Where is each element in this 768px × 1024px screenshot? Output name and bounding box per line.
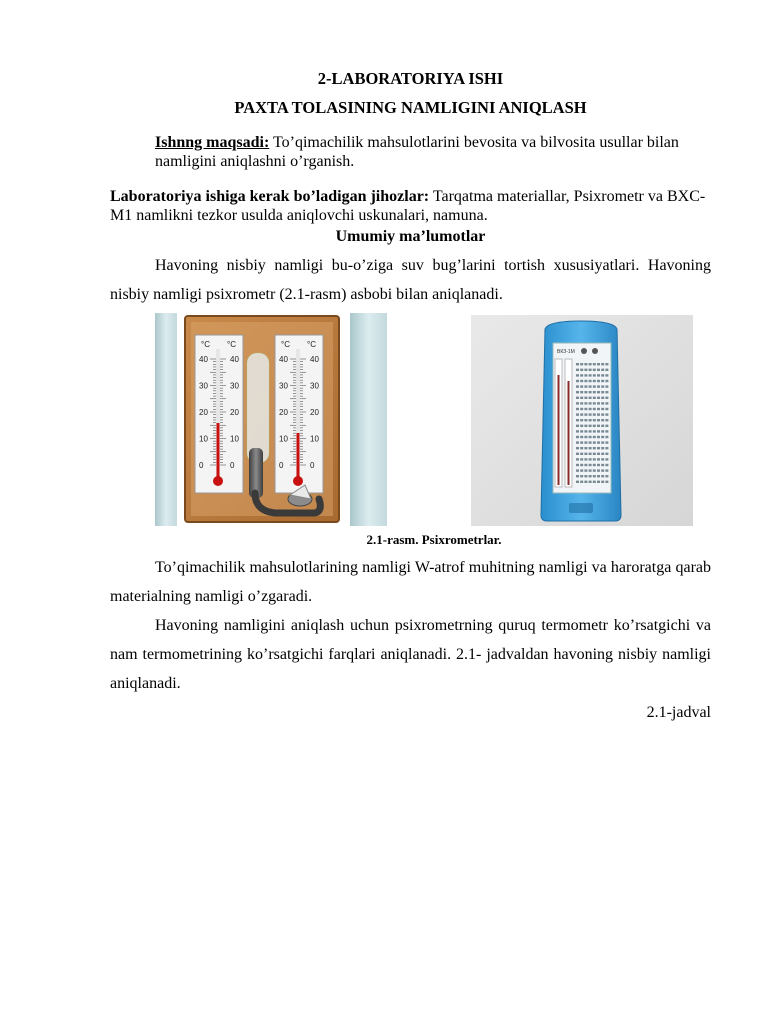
lookup-cell — [605, 408, 608, 410]
device-brand-label: ВКЗ-1М — [557, 349, 575, 355]
lookup-cell — [576, 447, 579, 449]
paragraph-humidity-definition: Havoning nisbiy namligi bu-o’ziga suv bug’larini tortish xususiyatlari. Havoning nisbiy namligi psixrometr (2.1-rasm) asbobi bilan aniqlanadi. — [110, 257, 711, 303]
equipment-paragraph — [110, 187, 711, 225]
lookup-cell — [593, 391, 596, 393]
lookup-cell — [584, 469, 587, 471]
hygrometer-device-image — [471, 315, 693, 526]
lookup-cell — [601, 363, 604, 365]
lookup-cell — [601, 475, 604, 477]
lookup-cell — [584, 425, 587, 427]
lookup-cell — [597, 464, 600, 466]
unit-label: °C — [227, 340, 236, 349]
scale-tick-label: 0 — [279, 461, 284, 470]
lookup-cell — [593, 363, 596, 365]
lookup-cell — [584, 413, 587, 415]
lookup-cell — [597, 419, 600, 421]
lookup-cell — [597, 447, 600, 449]
lookup-cell — [589, 380, 592, 382]
lookup-cell — [576, 436, 579, 438]
knob-icon — [581, 348, 587, 354]
lookup-cell — [589, 391, 592, 393]
lookup-cell — [576, 402, 579, 404]
lookup-cell — [593, 374, 596, 376]
lookup-cell — [584, 391, 587, 393]
lookup-cell — [593, 402, 596, 404]
lookup-cell — [589, 408, 592, 410]
lookup-cell — [576, 385, 579, 387]
scale-tick-label: 30 — [199, 381, 208, 391]
lookup-cell — [601, 369, 604, 371]
lookup-cell — [593, 380, 596, 382]
lookup-cell — [580, 369, 583, 371]
lookup-cell — [584, 380, 587, 382]
lookup-cell — [576, 397, 579, 399]
lookup-cell — [589, 453, 592, 455]
unit-label: °C — [307, 340, 316, 349]
lookup-cell — [605, 369, 608, 371]
lookup-cell — [589, 425, 592, 427]
lookup-cell — [597, 363, 600, 365]
lookup-cell — [605, 469, 608, 471]
lookup-cell — [601, 425, 604, 427]
lookup-cell — [605, 402, 608, 404]
lookup-cell — [597, 385, 600, 387]
lookup-cell — [576, 458, 579, 460]
lookup-cell — [605, 441, 608, 443]
lookup-cell — [601, 458, 604, 460]
lookup-cell — [584, 453, 587, 455]
lookup-cell — [584, 374, 587, 376]
lookup-cell — [584, 441, 587, 443]
scale-tick-label: 40 — [310, 355, 319, 364]
lookup-cell — [580, 374, 583, 376]
lookup-cell — [605, 425, 608, 427]
lookup-cell — [597, 430, 600, 432]
glass-panel-right — [350, 313, 387, 526]
water-reservoir — [569, 503, 593, 513]
lookup-cell — [576, 425, 579, 427]
lookup-cell — [580, 481, 583, 483]
thermometer-bulb — [213, 476, 223, 486]
lookup-cell — [580, 419, 583, 421]
lookup-cell — [589, 402, 592, 404]
lookup-cell — [605, 419, 608, 421]
lookup-cell — [601, 413, 604, 415]
lookup-cell — [597, 374, 600, 376]
lookup-cell — [605, 436, 608, 438]
lookup-cell — [576, 441, 579, 443]
mercury-column — [297, 433, 300, 478]
lookup-cell — [593, 397, 596, 399]
lookup-cell — [580, 425, 583, 427]
lookup-cell — [576, 413, 579, 415]
scale-tick-label: 20 — [230, 408, 239, 417]
lookup-cell — [584, 481, 587, 483]
lookup-cell — [601, 436, 604, 438]
lookup-cell — [576, 374, 579, 376]
lookup-cell — [580, 430, 583, 432]
lookup-cell — [597, 458, 600, 460]
lookup-cell — [589, 397, 592, 399]
lookup-cell — [593, 369, 596, 371]
thermometer-bulb — [293, 476, 303, 486]
lookup-cell — [597, 425, 600, 427]
lookup-cell — [601, 464, 604, 466]
scale-tick-label: 10 — [230, 434, 239, 444]
goal-paragraph — [155, 133, 711, 171]
lookup-cell — [605, 464, 608, 466]
lookup-cell — [584, 458, 587, 460]
scale-tick-label: 0 — [199, 461, 204, 470]
lookup-cell — [593, 464, 596, 466]
lookup-cell — [601, 453, 604, 455]
mercury-column — [217, 423, 220, 478]
lookup-cell — [605, 391, 608, 393]
lookup-cell — [593, 430, 596, 432]
scale-tick-label: 20 — [279, 408, 288, 417]
scale-tick-label: 0 — [230, 461, 235, 470]
lookup-cell — [601, 374, 604, 376]
lookup-cell — [593, 469, 596, 471]
lookup-cell — [589, 369, 592, 371]
scale-tick-label: 30 — [279, 381, 288, 391]
unit-label: °C — [281, 340, 290, 349]
lookup-cell — [580, 363, 583, 365]
lookup-cell — [601, 385, 604, 387]
lookup-cell — [597, 369, 600, 371]
lookup-cell — [597, 380, 600, 382]
lookup-cell — [584, 430, 587, 432]
lookup-cell — [576, 419, 579, 421]
lookup-cell — [584, 419, 587, 421]
lookup-cell — [576, 453, 579, 455]
scale-tick-label: 30 — [310, 381, 319, 391]
lookup-cell — [605, 458, 608, 460]
knob-icon — [592, 348, 598, 354]
lookup-cell — [576, 391, 579, 393]
lookup-cell — [601, 397, 604, 399]
lookup-cell — [580, 453, 583, 455]
lookup-cell — [605, 447, 608, 449]
scale-tick-label: 20 — [199, 408, 208, 417]
lookup-cell — [589, 436, 592, 438]
lookup-cell — [584, 447, 587, 449]
figure-caption: 2.1-rasm. Psixrometrlar. — [366, 532, 502, 547]
lookup-cell — [584, 369, 587, 371]
lookup-cell — [605, 385, 608, 387]
unit-label: °C — [201, 340, 210, 349]
lookup-cell — [589, 385, 592, 387]
lookup-cell — [589, 447, 592, 449]
lookup-cell — [584, 436, 587, 438]
lookup-cell — [601, 430, 604, 432]
equipment-label: Laboratoriya ishiga kerak bo’ladigan jihozlar: — [110, 188, 430, 205]
lookup-cell — [576, 481, 579, 483]
section-heading: Umumiy ma’lumotlar — [335, 228, 486, 245]
lookup-cell — [580, 385, 583, 387]
lookup-cell — [597, 397, 600, 399]
lookup-cell — [589, 419, 592, 421]
lookup-cell — [580, 391, 583, 393]
lookup-cell — [580, 464, 583, 466]
lookup-cell — [576, 464, 579, 466]
lookup-cell — [605, 413, 608, 415]
scale-tick-label: 0 — [310, 461, 315, 470]
lookup-cell — [589, 464, 592, 466]
lookup-cell — [589, 374, 592, 376]
lookup-cell — [584, 397, 587, 399]
lookup-cell — [584, 475, 587, 477]
lookup-cell — [601, 408, 604, 410]
lookup-cell — [576, 369, 579, 371]
lookup-cell — [580, 447, 583, 449]
lookup-cell — [605, 363, 608, 365]
lookup-cell — [589, 458, 592, 460]
lookup-cell — [593, 441, 596, 443]
lookup-cell — [584, 363, 587, 365]
lookup-cell — [597, 391, 600, 393]
lookup-cell — [580, 436, 583, 438]
lab-title: 2-LABORATORIYA ISHI — [317, 69, 504, 88]
lookup-cell — [589, 413, 592, 415]
lookup-cell — [584, 385, 587, 387]
scale-tick-label: 40 — [199, 355, 208, 364]
lookup-cell — [580, 397, 583, 399]
lookup-cell — [589, 430, 592, 432]
lookup-cell — [601, 380, 604, 382]
lookup-cell — [589, 481, 592, 483]
lookup-cell — [580, 402, 583, 404]
lookup-cell — [597, 413, 600, 415]
lookup-cell — [601, 469, 604, 471]
lookup-cell — [576, 475, 579, 477]
lookup-cell — [580, 380, 583, 382]
lookup-cell — [605, 380, 608, 382]
lookup-cell — [593, 453, 596, 455]
lookup-cell — [580, 475, 583, 477]
lookup-cell — [593, 425, 596, 427]
lookup-cell — [580, 413, 583, 415]
lookup-cell — [605, 453, 608, 455]
lookup-cell — [593, 385, 596, 387]
lookup-cell — [584, 464, 587, 466]
lookup-cell — [589, 441, 592, 443]
lookup-cell — [589, 475, 592, 477]
scale-tick-label: 10 — [310, 434, 319, 444]
lookup-cell — [597, 475, 600, 477]
lookup-cell — [589, 363, 592, 365]
lookup-cell — [580, 469, 583, 471]
scale-tick-label: 40 — [230, 355, 239, 364]
lookup-cell — [597, 469, 600, 471]
lookup-cell — [593, 408, 596, 410]
goal-label: Ishnng maqsadi: — [155, 134, 270, 151]
lookup-cell — [593, 458, 596, 460]
paragraph-material-humidity: To’qimachilik mahsulotlarining namligi W-atrof muhitning namligi va haroratga qarab materialning namligi o’zgaradi. — [110, 559, 711, 605]
lookup-cell — [597, 436, 600, 438]
lab-subtitle: PAXTA TOLASINING NAMLIGINI ANIQLASH — [234, 98, 587, 117]
lookup-cell — [580, 441, 583, 443]
lookup-cell — [576, 380, 579, 382]
lookup-cell — [605, 374, 608, 376]
lookup-cell — [605, 475, 608, 477]
scale-tick-label: 40 — [279, 355, 288, 364]
lookup-cell — [580, 458, 583, 460]
lookup-cell — [597, 453, 600, 455]
lookup-cell — [589, 469, 592, 471]
lookup-cell — [597, 481, 600, 483]
scale-tick-label: 10 — [199, 434, 208, 444]
lookup-cell — [593, 436, 596, 438]
lookup-cell — [597, 402, 600, 404]
lookup-cell — [601, 402, 604, 404]
lookup-cell — [584, 402, 587, 404]
lookup-cell — [576, 430, 579, 432]
scale-tick-label: 10 — [279, 434, 288, 444]
lookup-cell — [576, 469, 579, 471]
table-label: 2.1-jadval — [646, 704, 711, 721]
lookup-cell — [593, 475, 596, 477]
lookup-cell — [593, 447, 596, 449]
scale-tick-label: 30 — [230, 381, 239, 391]
glass-panel-left — [155, 313, 177, 526]
lookup-cell — [597, 441, 600, 443]
lookup-cell — [601, 391, 604, 393]
lookup-cell — [576, 408, 579, 410]
lookup-cell — [605, 481, 608, 483]
goal-text: To’qimachilik mahsulotlarini bevosita va bilvosita usullar bilan namligini aniqlashni o’rganish. — [155, 134, 679, 170]
scale-tick-label: 20 — [310, 408, 319, 417]
paragraph-measurement-method: Havoning namligini aniqlash uchun psixrometrning quruq termometr ko’rsatgichi va nam termometrining ko’rsatgichi farqlari aniqlanadi. 2.1- jadvaldan havoning nisbiy namligi aniqlanadi. — [110, 617, 711, 692]
lookup-cell — [593, 481, 596, 483]
psychrometer-board-image — [155, 313, 387, 526]
lookup-cell — [576, 363, 579, 365]
lookup-cell — [601, 447, 604, 449]
lookup-cell — [605, 397, 608, 399]
lookup-cell — [584, 408, 587, 410]
lookup-cell — [601, 441, 604, 443]
lookup-cell — [601, 419, 604, 421]
lookup-cell — [597, 408, 600, 410]
water-tube — [247, 353, 269, 463]
lookup-cell — [580, 408, 583, 410]
lookup-cell — [593, 419, 596, 421]
lookup-cell — [605, 430, 608, 432]
equipment-text: Tarqatma materiallar, Psixrometr va BXC-M1 namlikni tezkor usulda aniqlovchi uskunalari, namuna. — [110, 188, 706, 224]
lookup-cell — [601, 481, 604, 483]
lookup-cell — [593, 413, 596, 415]
